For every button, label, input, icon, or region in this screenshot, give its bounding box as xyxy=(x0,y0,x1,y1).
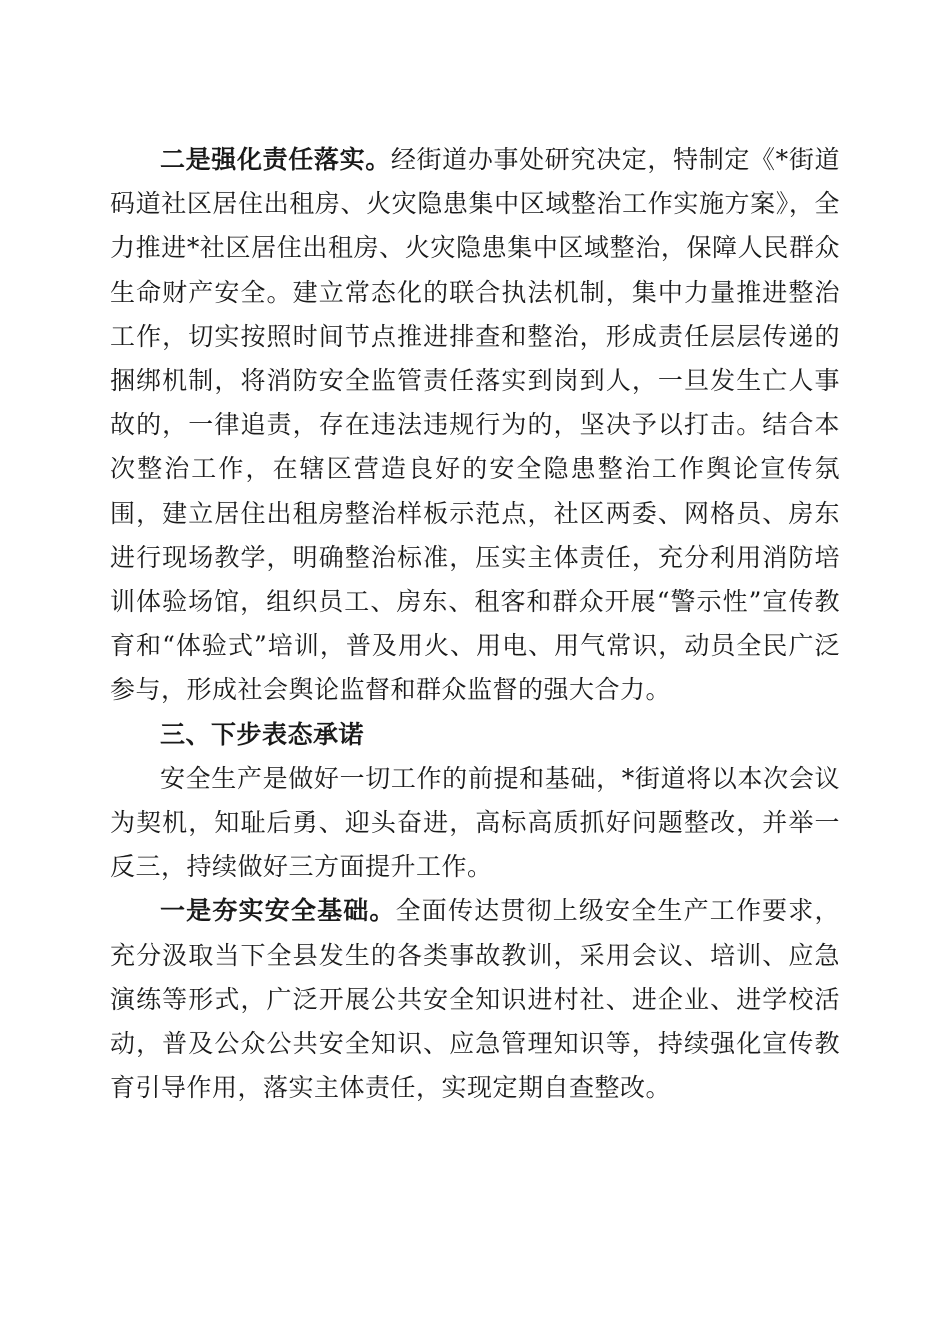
paragraph-commitment-intro xyxy=(110,757,840,890)
section-heading: 三、下步表态承诺 xyxy=(160,719,365,749)
paragraph-body: 经街道办事处研究决定，特制定《*街道码道社区居住出租房、火灾隐患集中区域整治工作实施方案》，全力推进*社区居住出租房、火灾隐患集中区域整治，保障人民群众生命财产安全。建立常态化的联合执法机制，集中力量推进整治工作，切实按照时间节点推进排查和整治，形成责任层层传递的捆绑机制，将消防安全监管责任落实到岗到人，一旦发生亡人事故的，一律追责，存在违法违规行为的，坚决予以打击。结合本次整治工作，在辖区营造良好的安全隐患整治工作舆论宣传氛围，建立居住出租房整治样板示范点，社区两委、网格员、房东进行现场教学，明确整治标准，压实主体责任，充分利用消防培训体验场馆，组织员工、房东、租客和群众开展“警示性”宣传教育和“体验式”培训，普及用火、用电、用气常识，动员全民广泛参与，形成社会舆论监督和群众监督的强大合力。 xyxy=(110,145,840,705)
paragraph-body: 全面传达贯彻上级安全生产工作要求，充分汲取当下全县发生的各类事故教训，采用会议、培训、应急演练等形式，广泛开展公共安全知识进村社、进企业、进学校活动，普及公众公共安全知识、应急管理知识等，持续强化宣传教育引导作用，落实主体责任，实现定期自查整改。 xyxy=(110,896,840,1103)
paragraph-strengthen-responsibility xyxy=(110,138,840,713)
paragraph-lead: 二是强化责任落实。 xyxy=(160,145,391,174)
paragraph-safety-foundation xyxy=(110,889,840,1110)
paragraph-body: 安全生产是做好一切工作的前提和基础，*街道将以本次会议为契机，知耻后勇、迎头奋进，高标高质抓好问题整改，并举一反三，持续做好三方面提升工作。 xyxy=(110,763,840,882)
paragraph-lead: 一是夯实安全基础。 xyxy=(160,896,396,926)
document-page xyxy=(110,138,840,1110)
